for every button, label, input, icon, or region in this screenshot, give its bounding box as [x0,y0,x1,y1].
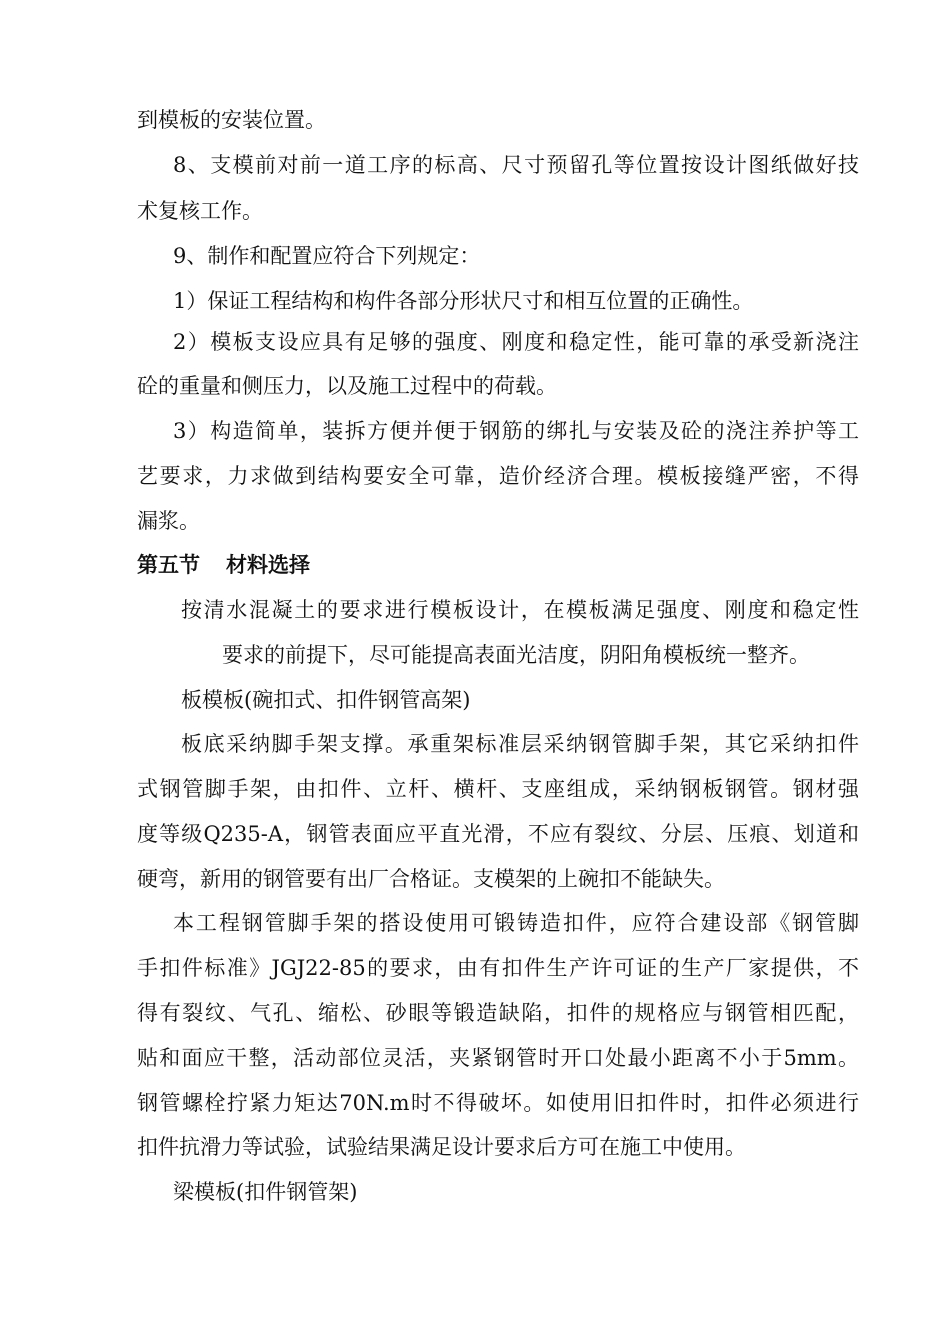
text-line: 扣件抗滑力等试验，试验结果满足设计要求后方可在施工中使用。 [137,1135,746,1159]
text-line: 硬弯，新用的钢管要有出厂合格证。支模架的上碗扣不能缺失。 [137,867,725,891]
text-line: 砼的重量和侧压力，以及施工过程中的荷载。 [137,374,557,398]
section-number: 第五节 [137,553,200,577]
text-line: 本工程钢管脚手架的搭设使用可锻铸造扣件，应符合建设部《钢管脚 [173,911,859,935]
section-title: 材料选择 [226,553,310,577]
text-line: 到模板的安装位置。 [137,108,326,132]
text-line: 板底采纳脚手架支撑。承重架标准层采纳钢管脚手架，其它采纳扣件 [181,732,859,756]
text-line: 要求的前提下，尽可能提高表面光洁度，阴阳角模板统一整齐。 [222,643,810,667]
text-line: 度等级Q235-A，钢管表面应平直光滑，不应有裂纹、分层、压痕、划道和 [137,822,859,846]
text-line: 手扣件标准》JGJ22-85的要求，由有扣件生产许可证的生产厂家提供，不 [137,956,859,980]
text-line: 梁模板(扣件钢管架) [173,1180,358,1204]
text-line: 2）模板支设应具有足够的强度、刚度和稳定性，能可靠的承受新浇注 [173,330,859,354]
text-line: 艺要求，力求做到结构要安全可靠，造价经济合理。模板接缝严密，不得 [137,464,859,488]
text-line: 漏浆。 [137,509,200,533]
text-line: 得有裂纹、气孔、缩松、砂眼等锻造缺陷，扣件的规格应与钢管相匹配， [137,1001,859,1025]
text-line: 术复核工作。 [137,199,263,223]
text-line: 式钢管脚手架，由扣件、立杆、横杆、支座组成，采纳钢板钢管。钢材强 [137,777,859,801]
text-line: 钢管螺栓拧紧力矩达70N.m时不得破坏。如使用旧扣件时，扣件必须进行 [137,1091,859,1115]
text-line: 板模板(碗扣式、扣件钢管高架) [181,688,471,712]
text-line: 按清水混凝土的要求进行模板设计，在模板满足强度、刚度和稳定性 [181,598,859,622]
text-line: 贴和面应干整，活动部位灵活，夹紧钢管时开口处最小距离不小于5mm。 [137,1046,859,1070]
text-line: 9、制作和配置应符合下列规定： [173,244,481,268]
text-line: 8、支模前对前一道工序的标高、尺寸预留孔等位置按设计图纸做好技 [173,153,859,177]
section-heading [137,550,859,580]
text-line: 3）构造简单，装拆方便并便于钢筋的绑扎与安装及砼的浇注养护等工 [173,419,859,443]
text-line: 1）保证工程结构和构件各部分形状尺寸和相互位置的正确性。 [173,289,754,313]
